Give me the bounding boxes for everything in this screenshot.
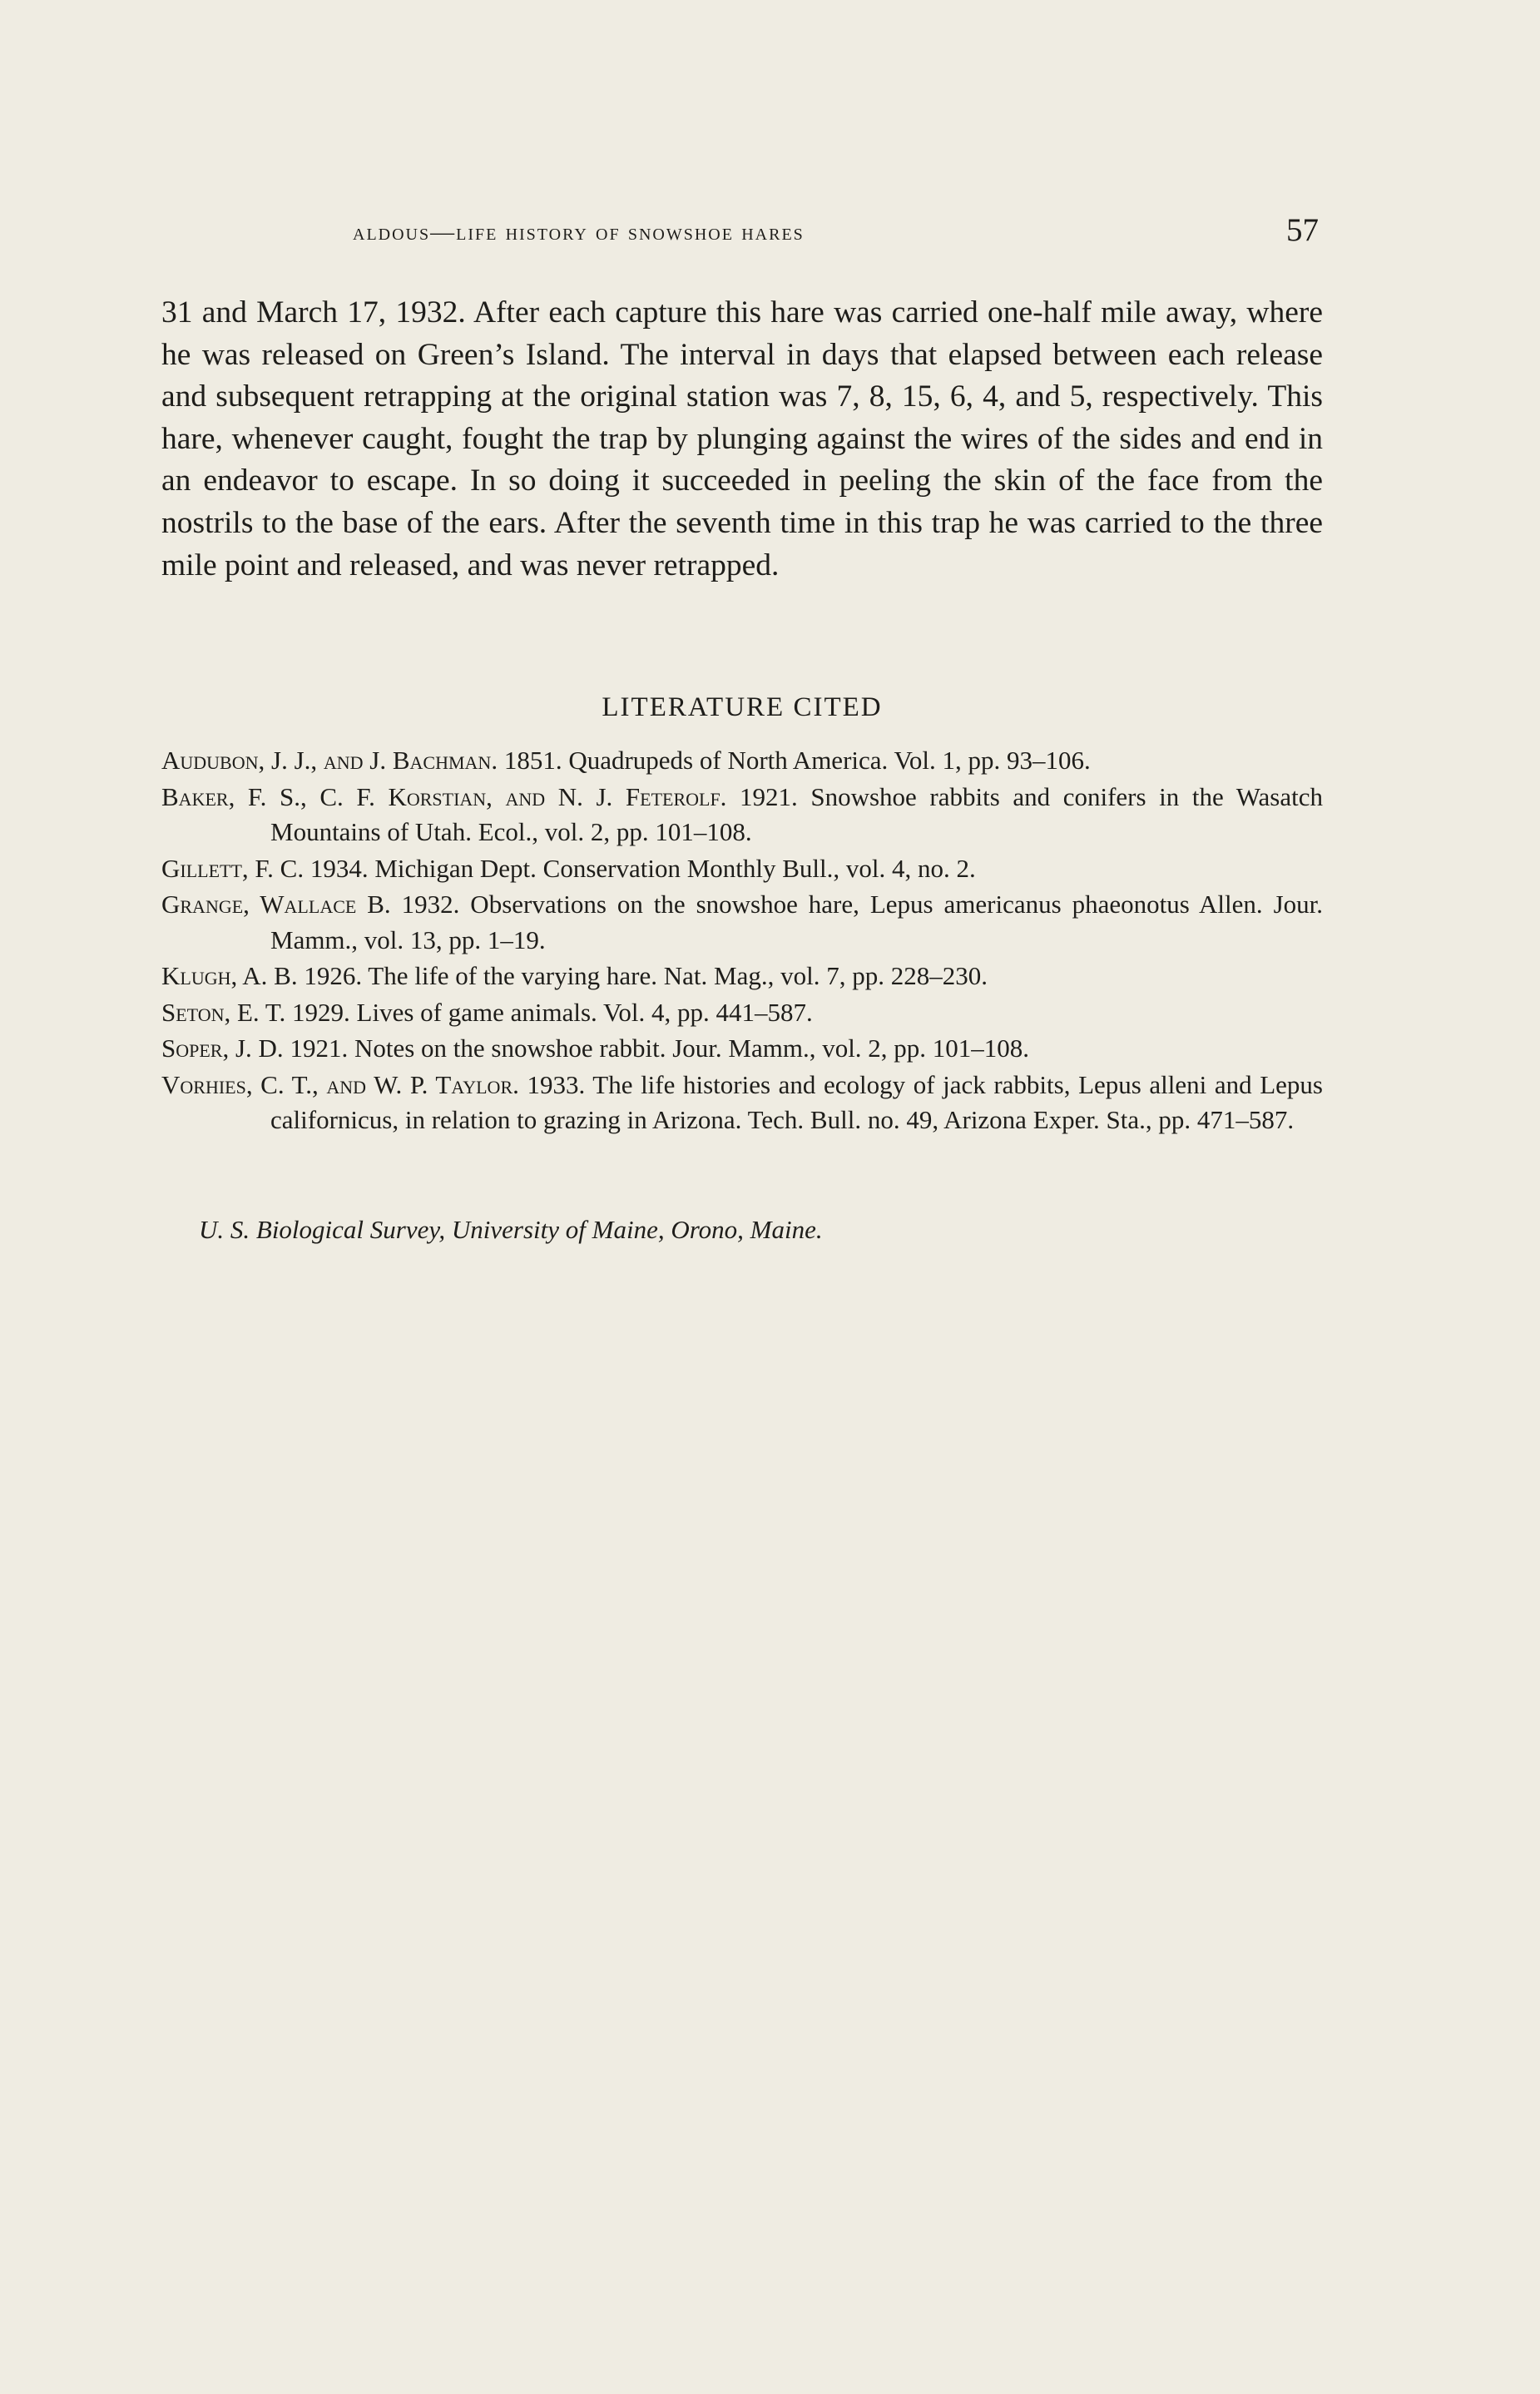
reference-details: 1851. Quadrupeds of North America. Vol. 1, pp. 93–106. bbox=[503, 746, 1091, 775]
reference-author: Audubon, J. J., and J. Bachman. bbox=[161, 746, 498, 775]
reference-author: Klugh, A. B. bbox=[161, 961, 298, 990]
reference-details: 1921. Snowshoe rabbits and conifers in the Wasatch Mountains of Utah. Ecol., vol. 2, pp. 101–108. bbox=[270, 781, 1323, 846]
reference-entry bbox=[161, 780, 1323, 850]
reference-author: Grange, Wallace B. bbox=[161, 890, 391, 919]
reference-entry bbox=[161, 851, 1323, 887]
reference-entry bbox=[161, 1031, 1323, 1067]
body-paragraph: 31 and March 17, 1932. After each capture this hare was carried one-half mile away, where he was released on Green’s Island. The interval in days that elapsed between each release and subsequent retrapping at the original station was 7, 8, 15, 6, 4, and 5, respectively. This hare, whenever caught, fought the trap by plunging against the wires of the sides and end in an endeavor to escape. In so doing it succeeded in peeling the skin of the face from the nostrils to the base of the ears. After the seventh time in this trap he was carried to the three mile point and released, and was never retrapped. bbox=[161, 295, 1323, 582]
reference-entry bbox=[161, 743, 1323, 779]
reference-entry bbox=[161, 1068, 1323, 1138]
reference-author: Seton, E. T. bbox=[161, 997, 286, 1027]
reference-details: 1929. Lives of game animals. Vol. 4, pp. 441–587. bbox=[292, 997, 813, 1027]
reference-author: Vorhies, C. T., and W. P. Taylor. bbox=[161, 1069, 519, 1099]
author-affiliation: U. S. Biological Survey, University of Maine, Orono, Maine. bbox=[199, 1215, 823, 1244]
reference-author: Gillett, F. C. bbox=[161, 853, 305, 883]
reference-entry bbox=[161, 995, 1323, 1031]
reference-details: 1934. Michigan Dept. Conservation Monthly Bull., vol. 4, no. 2. bbox=[309, 853, 976, 883]
reference-entry bbox=[161, 887, 1323, 958]
reference-author: Soper, J. D. bbox=[161, 1033, 284, 1063]
reference-details: 1932. Observations on the snowshoe hare, Lepus americanus phaeonotus Allen. Jour. Mamm., vol. 13, pp. 1–19. bbox=[270, 890, 1324, 954]
reference-details: 1933. The life histories and ecology of jack rabbits, Lepus alleni and Lepus californicus, in relation to grazing in Arizona. Tech. Bull. no. 49, Arizona Exper. Sta., pp. 471–587. bbox=[270, 1069, 1323, 1134]
running-head: aldous—life history of snowshoe hares bbox=[353, 219, 805, 245]
literature-cited-heading: LITERATURE CITED bbox=[602, 692, 883, 722]
reference-details: 1921. Notes on the snowshoe rabbit. Jour. Mamm., vol. 2, pp. 101–108. bbox=[290, 1033, 1030, 1063]
reference-details: 1926. The life of the varying hare. Nat. Mag., vol. 7, pp. 228–230. bbox=[304, 961, 988, 990]
reference-author: Baker, F. S., C. F. Korstian, and N. J. Feterolf. bbox=[161, 781, 727, 811]
reference-entry bbox=[161, 959, 1323, 994]
reference-list bbox=[161, 743, 1323, 1138]
page-number: 57 bbox=[1286, 212, 1319, 248]
